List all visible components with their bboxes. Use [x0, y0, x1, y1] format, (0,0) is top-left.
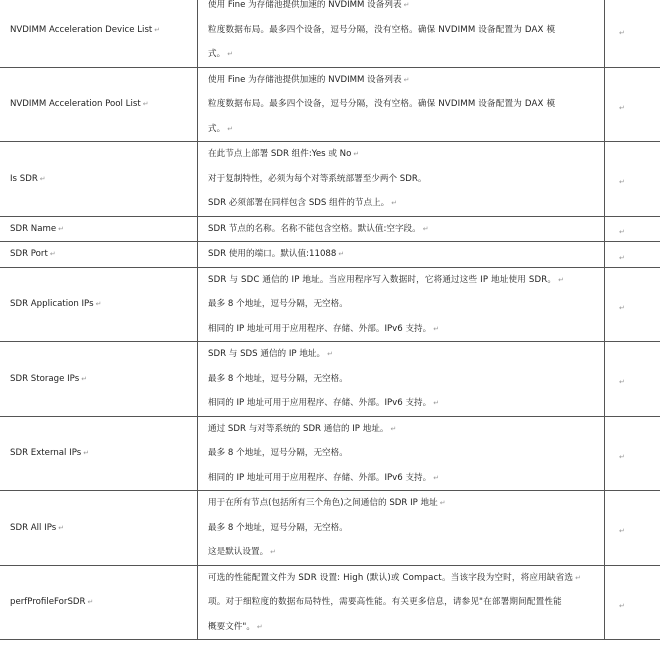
- description-text: 最多 8 个地址，逗号分隔，无空格。: [208, 299, 348, 309]
- description-line: [208, 441, 604, 466]
- paragraph-mark-icon: ↵: [154, 25, 161, 34]
- paragraph-mark-icon: ↵: [619, 178, 625, 187]
- parameter-name: SDR Storage IPs: [10, 373, 80, 384]
- parameter-name: NVDIMM Acceleration Pool List: [10, 99, 141, 110]
- empty-cell: [605, 416, 660, 491]
- description-line: [208, 391, 604, 416]
- parameter-name-cell: [0, 416, 198, 491]
- paragraph-mark-icon: ↵: [87, 598, 94, 607]
- paragraph-mark-icon: ↵: [39, 174, 46, 183]
- description-text: 粒度数据布局。最多四个设备，逗号分隔，没有空格。确保 NVDIMM 设备配置为 DAX 模: [208, 24, 556, 35]
- table-row: [0, 0, 660, 67]
- description-line: [208, 242, 604, 267]
- description-text: 概要文件"。: [208, 621, 255, 632]
- parameter-name: perfProfileForSDR: [10, 597, 86, 608]
- table-row: [0, 416, 660, 491]
- paragraph-mark-icon: ↵: [256, 622, 263, 631]
- parameter-description-cell: [198, 216, 605, 242]
- parameter-description-cell: [198, 416, 605, 491]
- description-text: SDR 与 SDC 通信的 IP 地址。当应用程序写入数据时，它将通过这些 IP 地址使用 SDR。: [208, 274, 557, 285]
- description-line: [208, 342, 604, 367]
- parameter-description-cell: [198, 0, 605, 67]
- paragraph-mark-icon: ↵: [619, 601, 625, 610]
- table-row: [0, 216, 660, 242]
- parameter-name-cell: [0, 142, 198, 217]
- paragraph-mark-icon: ↵: [95, 300, 102, 309]
- description-line: [208, 68, 604, 93]
- paragraph-mark-icon: ↵: [83, 449, 90, 458]
- paragraph-mark-icon: ↵: [49, 250, 56, 259]
- table-row: [0, 67, 660, 142]
- paragraph-mark-icon: ↵: [439, 499, 446, 507]
- paragraph-mark-icon: ↵: [270, 548, 277, 556]
- parameter-name: SDR All IPs: [10, 522, 57, 533]
- paragraph-mark-icon: ↵: [619, 103, 625, 112]
- parameter-description-cell: [198, 342, 605, 417]
- empty-cell: [605, 142, 660, 217]
- description-line: [208, 18, 604, 43]
- parameter-description-cell: [198, 142, 605, 217]
- parameter-name-cell: [0, 242, 198, 268]
- table-row: [0, 342, 660, 417]
- description-line: [208, 466, 604, 491]
- paragraph-mark-icon: ↵: [619, 378, 625, 387]
- description-line: [208, 217, 604, 242]
- paragraph-mark-icon: ↵: [327, 350, 333, 358]
- paragraph-mark-icon: ↵: [403, 75, 410, 84]
- paragraph-mark-icon: ↵: [391, 199, 398, 207]
- description-text: SDR 节点的名称。名称不能包含空格。默认值:空字段。: [208, 223, 421, 234]
- description-text: SDR 必须部署在同样包含 SDS 组件的节点上。: [208, 198, 390, 208]
- description-line: [208, 42, 604, 67]
- empty-cell: [605, 216, 660, 242]
- description-line: [208, 566, 604, 591]
- description-line: [208, 167, 604, 192]
- paragraph-mark-icon: ↵: [619, 228, 625, 237]
- parameter-description-cell: [198, 267, 605, 342]
- table-row: [0, 242, 660, 268]
- paragraph-mark-icon: ↵: [403, 1, 410, 9]
- parameter-name: SDR Name: [10, 223, 57, 234]
- description-text: 相同的 IP 地址可用于应用程序、存储、外部。IPv6 支持。: [208, 398, 432, 408]
- paragraph-mark-icon: ↵: [433, 473, 440, 482]
- description-text: 最多 8 个地址，逗号分隔，无空格。: [208, 448, 348, 458]
- paragraph-mark-icon: ↵: [81, 374, 88, 383]
- paragraph-mark-icon: ↵: [619, 527, 625, 536]
- empty-cell: [605, 565, 660, 640]
- parameter-name: SDR Application IPs: [10, 299, 94, 310]
- description-line: [208, 516, 604, 541]
- description-line: [208, 117, 604, 142]
- parameter-name-cell: [0, 491, 198, 566]
- empty-cell: [605, 67, 660, 142]
- paragraph-mark-icon: ↵: [353, 150, 360, 158]
- description-text: SDR 使用的端口。默认值:11088: [208, 249, 337, 259]
- description-text: 用于在所有节点(包括所有三个角色)之间通信的 SDR IP 地址: [208, 498, 438, 508]
- paragraph-mark-icon: ↵: [422, 224, 429, 233]
- table-row: [0, 565, 660, 640]
- description-text: 式。: [208, 49, 226, 59]
- description-text: 使用 Fine 为存储池提供加速的 NVDIMM 设备列表: [208, 74, 402, 85]
- description-text: 通过 SDR 与对等系统的 SDR 通信的 IP 地址。: [208, 423, 389, 434]
- table-row: [0, 142, 660, 217]
- description-line: [208, 540, 604, 565]
- description-line: [208, 292, 604, 317]
- paragraph-mark-icon: ↵: [619, 452, 625, 461]
- parameter-name-cell: [0, 216, 198, 242]
- parameter-name-cell: [0, 267, 198, 342]
- empty-cell: [605, 342, 660, 417]
- description-line: [208, 317, 604, 342]
- description-line: [208, 268, 604, 293]
- description-line: [208, 92, 604, 117]
- description-text: 项。对于细粒度的数据布局特性，需要高性能。有关更多信息，请参见"在部署期间配置性能: [208, 597, 562, 607]
- description-text: 粒度数据布局。最多四个设备，逗号分隔，没有空格。确保 NVDIMM 设备配置为 DAX 模: [208, 99, 556, 109]
- paragraph-mark-icon: ↵: [619, 253, 625, 262]
- paragraph-mark-icon: ↵: [433, 399, 440, 407]
- table-row: [0, 267, 660, 342]
- description-text: 在此节点上部署 SDR 组件:Yes 或 No: [208, 149, 352, 159]
- paragraph-mark-icon: ↵: [619, 303, 625, 312]
- paragraph-mark-icon: ↵: [575, 573, 582, 582]
- parameter-name: Is SDR: [10, 173, 38, 184]
- paragraph-mark-icon: ↵: [58, 523, 65, 532]
- parameter-name-cell: [0, 0, 198, 67]
- description-line: [208, 491, 604, 516]
- description-text: 这是默认设置。: [208, 547, 269, 557]
- parameter-description-cell: [198, 491, 605, 566]
- description-line: [208, 0, 604, 18]
- description-text: SDR 与 SDS 通信的 IP 地址。: [208, 349, 326, 359]
- description-text: 相同的 IP 地址可用于应用程序、存储、外部。IPv6 支持。: [208, 323, 432, 334]
- empty-cell: [605, 491, 660, 566]
- parameter-name-cell: [0, 565, 198, 640]
- description-line: [208, 191, 604, 216]
- empty-cell: [605, 267, 660, 342]
- parameter-name-cell: [0, 67, 198, 142]
- description-text: 对于复制特性，必须为每个对等系统部署至少两个 SDR。: [208, 173, 427, 184]
- parameter-name-cell: [0, 342, 198, 417]
- paragraph-mark-icon: ↵: [58, 224, 65, 233]
- parameter-description-cell: [198, 67, 605, 142]
- paragraph-mark-icon: ↵: [619, 29, 625, 38]
- parameter-name: SDR Port: [10, 249, 48, 260]
- description-text: 最多 8 个地址，逗号分隔，无空格。: [208, 373, 348, 384]
- description-text: 式。: [208, 123, 226, 134]
- parameter-name: NVDIMM Acceleration Device List: [10, 24, 153, 35]
- description-line: [208, 590, 604, 615]
- description-text: 相同的 IP 地址可用于应用程序、存储、外部。IPv6 支持。: [208, 472, 432, 483]
- empty-cell: [605, 0, 660, 67]
- table-row: [0, 491, 660, 566]
- paragraph-mark-icon: ↵: [227, 50, 234, 58]
- paragraph-mark-icon: ↵: [433, 324, 440, 333]
- paragraph-mark-icon: ↵: [338, 250, 345, 258]
- description-line: [208, 417, 604, 442]
- paragraph-mark-icon: ↵: [227, 124, 234, 133]
- description-line: [208, 142, 604, 167]
- paragraph-mark-icon: ↵: [142, 100, 149, 109]
- description-text: 使用 Fine 为存储池提供加速的 NVDIMM 设备列表: [208, 0, 402, 10]
- paragraph-mark-icon: ↵: [558, 275, 565, 284]
- empty-cell: [605, 242, 660, 268]
- parameter-description-cell: [198, 565, 605, 640]
- description-text: 最多 8 个地址，逗号分隔，无空格。: [208, 522, 348, 533]
- parameter-name: SDR External IPs: [10, 448, 82, 459]
- description-text: 可选的性能配置文件为 SDR 设置: High (默认)或 Compact。当该字段为空时，将应用缺省选: [208, 572, 574, 583]
- description-line: [208, 615, 604, 640]
- description-line: [208, 367, 604, 392]
- parameter-description-cell: [198, 242, 605, 268]
- paragraph-mark-icon: ↵: [390, 424, 397, 433]
